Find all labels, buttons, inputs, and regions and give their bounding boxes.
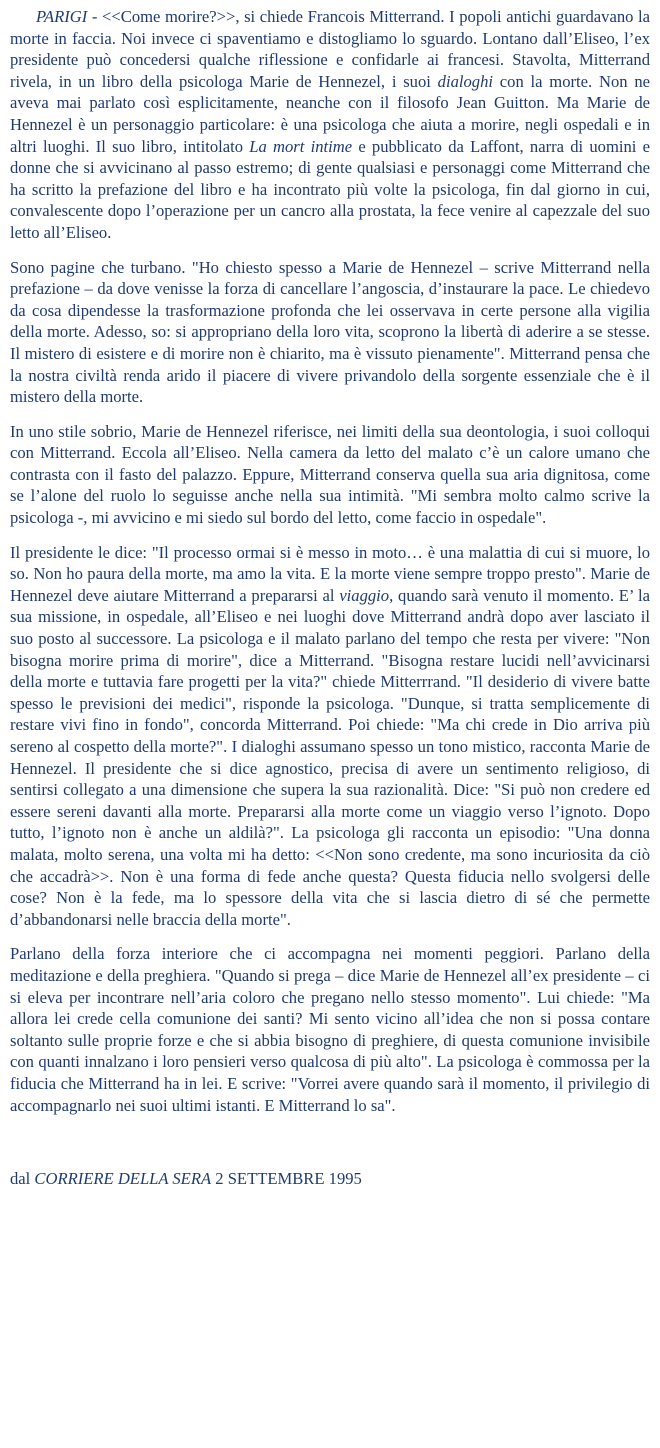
paragraph-1-text-c: con la morte. Non ne aveva mai parlato così esplicitamente, neanche con il filosofo Jean Guitton. Ma Marie de Hennezel è un personaggio particolare: è una psicologa che aiuta a morire, negli ospedali e in altri luoghi. Il suo libro, intitolato [10,71,650,156]
paragraph-5: Parlano della forza interiore che ci accompagna nei momenti peggiori. Parlano della meditazione e della preghiera. "Quando si prega – dice Marie de Hennezel all’ex presidente – ci si eleva per incontrare nell’aria coloro che pregano nello stesso momento". Lui chiede: "Ma allora lei crede cella comunione dei santi? Mi sento vicino all’idea che non si possa contare soltanto sulle proprie forze e che si abbia bisogno di preghiere, di questa comunione invisibile con quanti innalzano i loro pensieri verso qualcosa di più alto". La psicologa è commossa per la fiducia che Mitterrand ha in lei. E scrive: "Vorrei avere quando sarà il momento, il privilegio di accompagnarlo nei suoi ultimi istanti. E Mitterrand lo sa". [10,944,650,1115]
paragraph-4-text-a: Il presidente le dice: "Il processo ormai si è messo in moto… è una malattia di cui si muore, lo so. Non ho paura della morte, ma amo la vita. E la morte viene sempre troppo presto". Marie de Hennezel deve aiutare Mitterrand a prepararsi al [10,542,650,605]
source-line [10,1168,650,1190]
paragraph-3: In uno stile sobrio, Marie de Hennezel riferisce, nei limiti della sua deontologia, i suoi colloqui con Mitterrand. Eccola all’Eliseo. Nella camera da letto del malato c’è un calore umano che contrasta con il fasto del palazzo. Eppure, Mitterrand conserva quella sua aria dignitosa, come se l’alone del ruolo lo seguisse anche nella sua intimità. "Mi sembra molto calmo scrive la psicologa -, mi avvicino e mi siedo sul bordo del letto, come faccio in ospedale". [10,421,650,528]
paragraph-4-italic-viaggio: viaggio [339,585,390,605]
paragraph-2: Sono pagine che turbano. "Ho chiesto spesso a Marie de Hennezel – scrive Mitterrand nella prefazione – da dove venisse la forza di cancellare l’angoscia, d’instaurare la pace. Le chiedevo da cosa dipendesse la trasformazione profonda che lei osservava in certe persone alla vigilia della morte. Adesso, so: si appropriano della loro vita, scoprono la libertà di aderire a se stesse. Il mistero di esistere e di morire non è chiarito, ma è vissuto pienamente". Mitterrand pensa che la nostra civiltà renda arido il piacere di vivere privandolo della sorgente essenziale che è il mistero della morte. [10,257,650,407]
paragraph-1-italic-dialoghi: dialoghi [437,71,493,91]
newspaper-name: CORRIERE DELLA SERA [34,1169,212,1189]
paragraph-4-text-c: , quando sarà venuto il momento. E’ la sua missione, in ospedale, all’Eliseo e nei luoghi dove Mitterrand andrà dopo aver lasciato il suo posto al successore. La psicologa e il malato parlano del tempo che resta per vivere: "Non bisogna morire prima di morire", dice a Mitterrand. "Bisogna restare lucidi nell’avvicinarsi della morte e tuttavia fare progetti per la vita?" chiede Mitterrrand. "Il desiderio di vivere batte spesso le previsioni dei medici", risponde la psicologa. "Dunque, si tratta semplicemente di restare vivi fino in fondo", concorda Mitterrand. Poi chiede: "Ma chi crede in Dio arriva più sereno al cospetto della morte?". I dialoghi assumano spesso un tono mistico, racconta Marie de Hennezel. Il presidente che si dice agnostico, precisa di avere un sentimento religioso, di sentirsi collegato a una dimensione che supera la sua razionalità. Dice: "Si può non credere ed essere sereni davanti alla morte. Prepararsi alla morte come un viaggio verso l’ignoto. Dopo tutto, l’ignoto non è anche un aldilà?". La psicologa gli racconta un episodio: "Una donna malata, molto serena, una volta mi ha detto: <<Non sono credente, ma sono incuriosita da ciò che accadrà>>. Non è una forma di fede anche questa? Questa fiducia nello svolgersi delle cose? Non è la fede, ma lo spessore della vita che si lascia dietro di sé che permette d’abbandonarsi nelle braccia della morte". [10,585,650,929]
dateline: PARIGI [36,7,88,26]
book-title: La mort intime [249,136,353,156]
paragraph-1-text-e: e pubblicato da Laffont, narra di uomini e donne che si avvicinano al passo estremo; di gente qualsiasi e personaggi come Mitterrand che ha scritto la prefazione del libro e ha incontrato più volte la psicologa, fin dal giorno in cui, convalescente dopo l’operazione per un cancro alla prostata, la fece venire al capezzale del suo letto all’Eliseo. [10,136,650,242]
source-prefix: dal [10,1169,35,1189]
source-date: 2 SETTEMBRE 1995 [211,1169,362,1189]
paragraph-4 [10,542,650,931]
paragraph-1 [10,6,650,244]
paragraph-1-text-a: - <<Come morire?>>, si chiede Francois Mitterrand. I popoli antichi guardavano la morte in faccia. Noi invece ci spaventiamo e distogliamo lo sguardo. Lontano dall’Eliseo, l’ex presidente può concedersi qualche riflessione e confidarle ai francesi. Stavolta, Mitterrand rivela, in un libro della psicologa Marie de Hennezel, i suoi [10,7,650,91]
